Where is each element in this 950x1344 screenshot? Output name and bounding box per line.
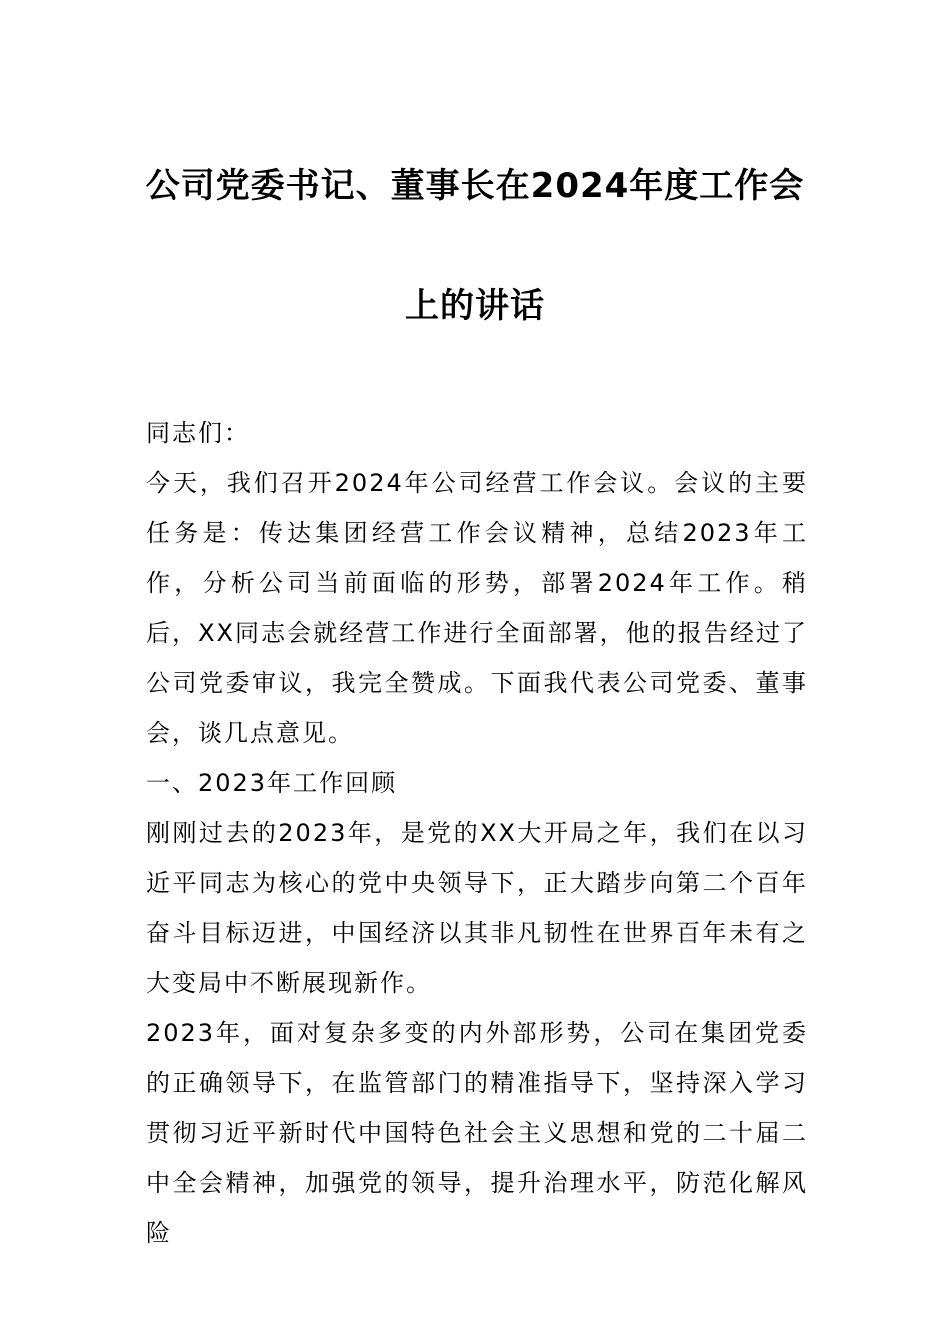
title-line-2: 上的讲话 xyxy=(405,286,545,326)
paragraph-review: 刚刚过去的2023年，是党的XX大开局之年，我们在以习近平同志为核心的党中央领导下，正大踏步向第二个百年奋斗目标迈进，中国经济以其非凡韧性在世界百年未有之大变局中不断展现新作。 xyxy=(146,819,808,997)
title-line-1: 公司党委书记、董事长在2024年度工作会 xyxy=(145,166,805,206)
paragraph-2023: 2023年，面对复杂多变的内外部形势，公司在集团党委的正确领导下，在监管部门的精准指导下，坚持深入学习贯彻习近平新时代中国特色社会主义思想和党的二十届二中全会精神，加强党的领导，提升治理水平，防范化解风险 xyxy=(146,1019,808,1247)
paragraph-intro: 今天，我们召开2024年公司经营工作会议。会议的主要任务是：传达集团经营工作会议精神，总结2023年工作，分析公司当前面临的形势，部署2024年工作。稍后，XX同志会就经营工作进行全面部署，他的报告经过了公司党委审议，我完全赞成。下面我代表公司党委、董事会，谈几点意见。 xyxy=(146,469,808,747)
salutation: 同志们： xyxy=(146,419,250,447)
document-body xyxy=(146,408,808,1258)
section-heading: 一、2023年工作回顾 xyxy=(146,769,398,797)
